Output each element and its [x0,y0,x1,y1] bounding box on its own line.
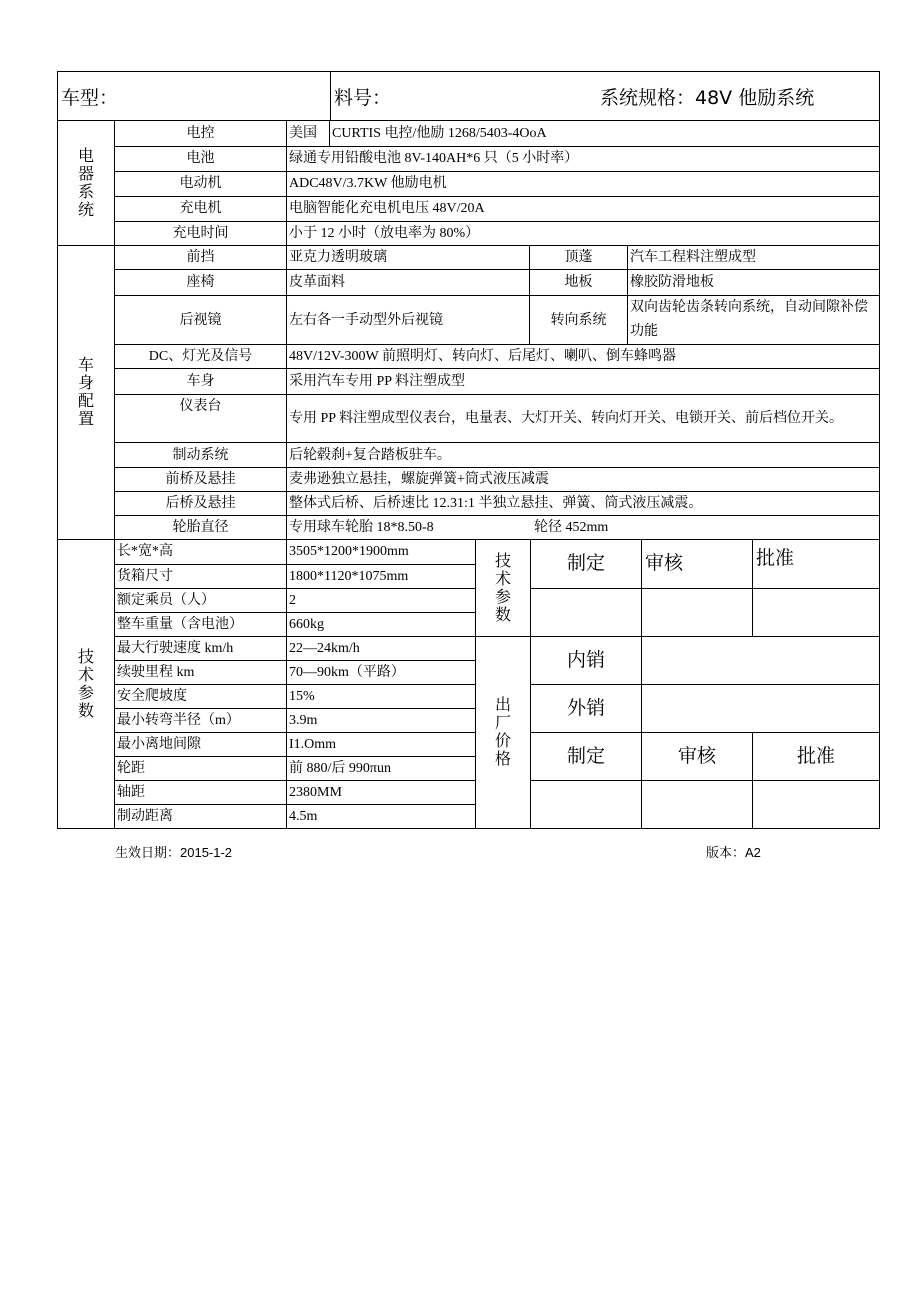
windshield-value: 亚克力透明玻璃 [287,246,530,270]
track-value: 前 880/后 990πun [287,756,476,780]
tire-value: 专用球车轮胎 18*8.50-8 [289,520,434,535]
weight-label: 整车重量（含电池） [115,612,287,636]
controller-origin: 美国 [287,121,330,146]
seat-label: 座椅 [115,270,287,296]
climb-value: 15% [287,684,476,708]
roof-label: 顶蓬 [530,246,628,270]
controller-label: 电控 [115,121,287,146]
shell-label: 车身 [115,369,287,395]
controller-value: CURTIS 电控/他励 1268/5403-4OoA [330,121,880,146]
cargo-box-label: 货箱尺寸 [115,564,287,588]
charge-time-value: 小于 12 小时（放电率为 80%） [287,221,880,245]
domestic-price-label: 内销 [531,636,642,684]
passengers-value: 2 [287,588,476,612]
floor-label: 地板 [530,270,628,296]
seat-value: 皮革面料 [287,270,530,296]
range-value: 70—90km（平路） [287,660,476,684]
range-label: 续驶里程 km [115,660,287,684]
ground-clearance-value: I1.Omm [287,732,476,756]
battery-label: 电池 [115,146,287,171]
body-table [57,246,880,541]
turn-radius-value: 3.9m [287,708,476,732]
front-axle-label: 前桥及悬挂 [115,468,287,492]
domestic-price-value [642,636,880,684]
export-price-value [642,684,880,732]
price-review: 审核 [642,732,753,780]
model-label: 车型： [61,86,119,109]
steering-label: 转向系统 [530,296,628,345]
approval-review-sign [642,588,753,636]
charge-time-label: 充电时间 [115,221,287,245]
weight-value: 660kg [287,612,476,636]
charger-value: 电脑智能化充电机电压 48V/20A [287,196,880,221]
motor-value: ADC48V/3.7KW 他励电机 [287,171,880,196]
part-no-label: 料号： [334,86,392,109]
roof-value: 汽车工程料注塑成型 [628,246,880,270]
rear-axle-label: 后桥及悬挂 [115,492,287,516]
max-speed-value: 22—24km/h [287,636,476,660]
electrical-table [57,121,880,246]
approval-approve: 批准 [753,540,880,588]
export-price-label: 外销 [531,684,642,732]
price-draft-sign [531,780,642,828]
wheelbase-label: 轴距 [115,780,287,804]
tire-label: 轮胎直径 [115,516,287,540]
braking-distance-label: 制动距离 [115,804,287,828]
brake-value: 后轮毂刹+复合踏板驻车。 [287,443,880,468]
dimensions-value: 3505*1200*1900mm [287,540,476,564]
max-speed-label: 最大行驶速度 km/h [115,636,287,660]
price-approve-sign [753,780,880,828]
header-divider [330,72,331,120]
brake-label: 制动系统 [115,443,287,468]
battery-value: 绿通专用铅酸电池 8V-140AH*6 只（5 小时率） [287,146,880,171]
ground-clearance-label: 最小离地间隙 [115,732,287,756]
rear-axle-value: 整体式后桥、后桥速比 12.31:1 半独立悬挂、弹簧、筒式液压减震。 [287,492,880,516]
approval-review: 审核 [642,540,753,588]
dashboard-label: 仪表台 [115,395,287,443]
braking-distance-value: 4.5m [287,804,476,828]
electrical-section-title: 电 器 系 统 [58,121,115,245]
lighting-value: 48V/12V-300W 前照明灯、转向灯、后尾灯、喇叭、倒车蜂鸣器 [287,345,880,369]
approval-section-title: 技 术 参 数 [476,540,531,636]
tire-diameter: 轮径 452mm [534,520,609,535]
turn-radius-label: 最小转弯半径（m） [115,708,287,732]
track-label: 轮距 [115,756,287,780]
dimensions-label: 长*宽*高 [115,540,287,564]
charger-label: 充电机 [115,196,287,221]
wheelbase-value: 2380MM [287,780,476,804]
shell-value: 采用汽车专用 PP 料注塑成型 [287,369,880,395]
body-section-title: 车 身 配 置 [58,246,115,540]
price-approve: 批准 [753,732,880,780]
price-review-sign [642,780,753,828]
version: 版本：A2 [706,845,761,860]
price-section-title: 出 厂 价 格 [476,636,531,828]
effective-date: 生效日期：2015-1-2 [115,845,233,860]
approval-draft-sign [531,588,642,636]
price-draft: 制定 [531,732,642,780]
floor-value: 橡胶防滑地板 [628,270,880,296]
approval-approve-sign [753,588,880,636]
motor-label: 电动机 [115,171,287,196]
approval-draft: 制定 [531,540,642,588]
steering-value: 双向齿轮齿条转向系统，自动间隙补偿功能 [628,296,880,345]
tech-table [57,540,880,829]
sheet-header [57,71,880,121]
cargo-box-value: 1800*1120*1075mm [287,564,476,588]
passengers-label: 额定乘员（人） [115,588,287,612]
front-axle-value: 麦弗逊独立悬挂，螺旋弹簧+筒式液压减震 [287,468,880,492]
dashboard-value: 专用 PP 料注塑成型仪表台，电量表、大灯开关、转向灯开关、电锁开关、前后档位开关。 [287,395,880,443]
mirror-label: 后视镜 [115,296,287,345]
spec-sheet [57,71,880,829]
tech-section-title: 技 术 参 数 [58,540,115,828]
mirror-value: 左右各一手动型外后视镜 [287,296,530,345]
windshield-label: 前挡 [115,246,287,270]
climb-label: 安全爬坡度 [115,684,287,708]
tire-cell [287,516,880,540]
system-spec-label: 系统规格：48V 他励系统 [600,86,815,109]
lighting-label: DC、灯光及信号 [115,345,287,369]
